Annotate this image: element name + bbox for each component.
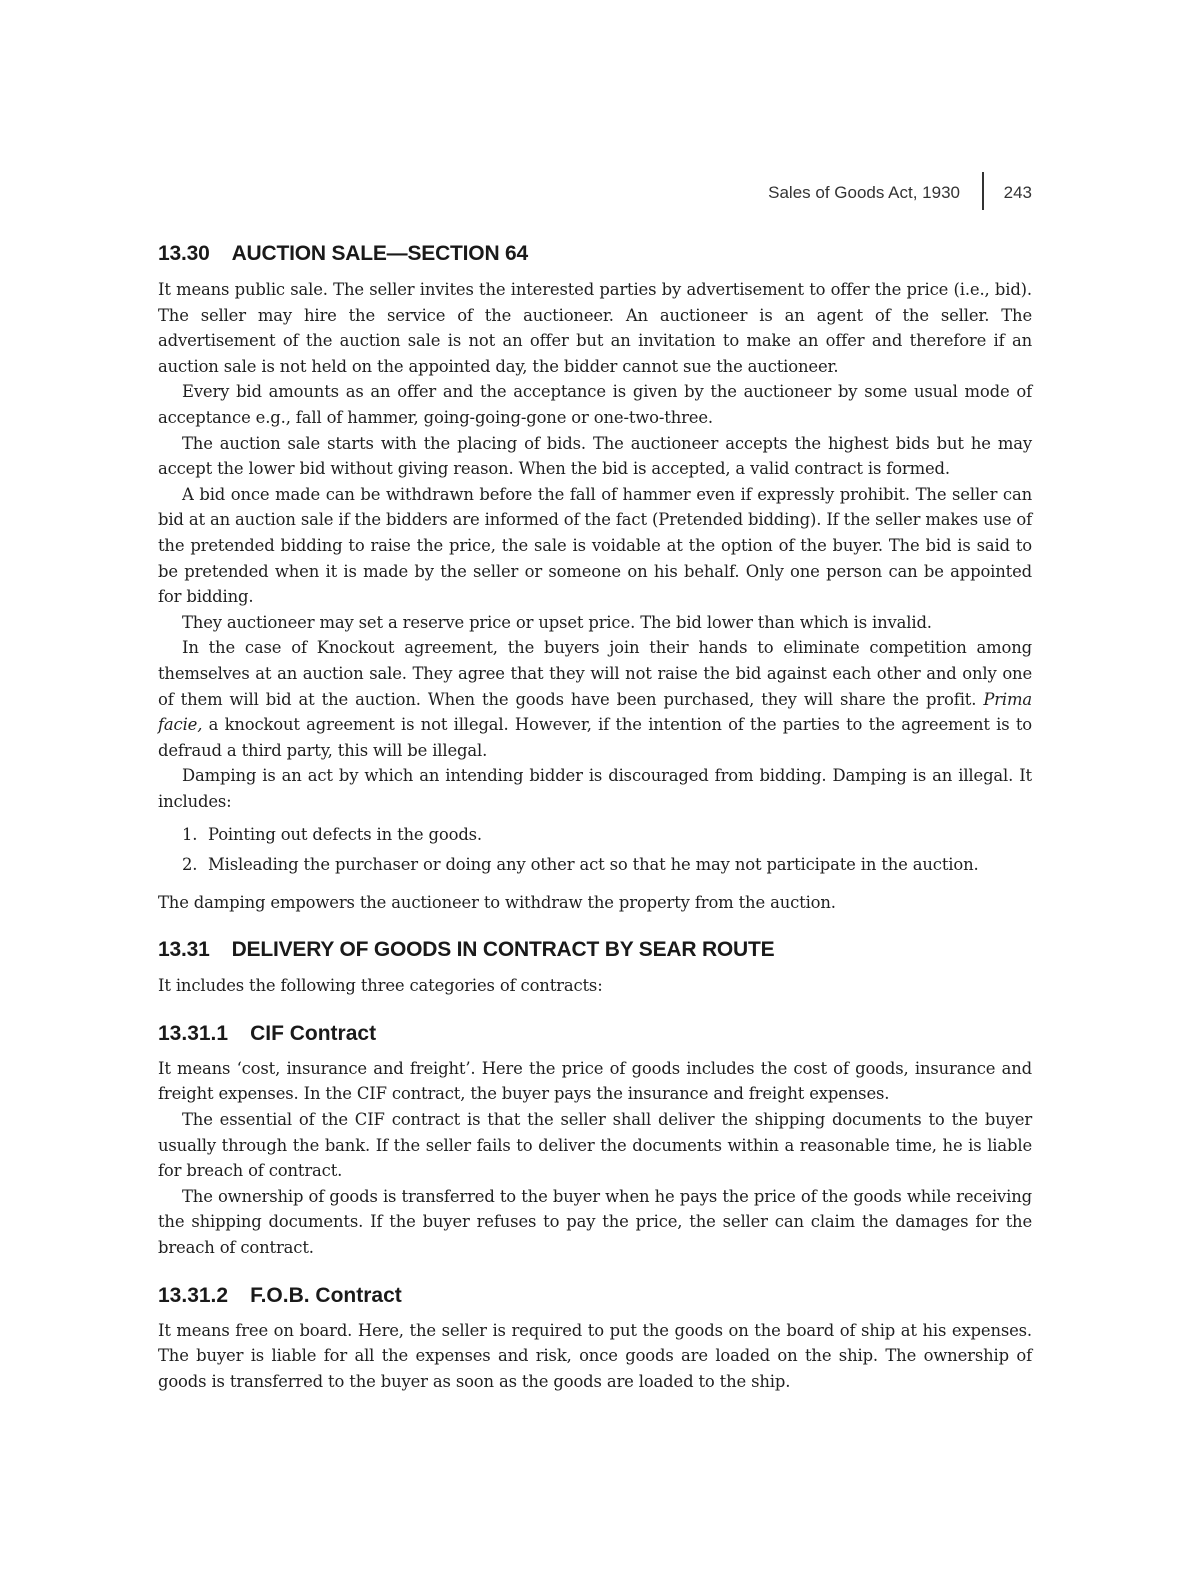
header-divider	[982, 172, 984, 210]
numbered-list	[158, 822, 1032, 877]
running-title: Sales of Goods Act, 1930	[768, 183, 960, 202]
subsection-number: 13.31.2	[158, 1283, 229, 1307]
paragraph-text: a knockout agreement is not illegal. However, if the intention of the parties to the agreement is to defraud a third party, this will be illegal.	[158, 715, 1032, 760]
section-heading-13-31	[158, 936, 1032, 964]
list-item	[158, 852, 1032, 878]
running-header	[158, 170, 1032, 214]
subsection-number: 13.31.1	[158, 1021, 229, 1045]
section-heading-13-30	[158, 240, 1032, 268]
page-body	[158, 240, 1032, 1394]
paragraph: The essential of the CIF contract is that the seller shall deliver the shipping documents to the buyer usually through the bank. If the seller fails to deliver the documents within a reasonable time, he is liable for breach of contract.	[158, 1110, 1032, 1181]
paragraph: It includes the following three categories of contracts:	[158, 976, 603, 996]
section-number: 13.31	[158, 938, 210, 962]
paragraph: The auction sale starts with the placing of bids. The auctioneer accepts the highest bids but he may accept the lower bid without giving reason. When the bid is accepted, a valid contract is formed.	[158, 433, 1032, 479]
paragraph: Damping is an act by which an intending bidder is discouraged from bidding. Damping is an illegal. It includes:	[158, 766, 1032, 811]
section-title: AUCTION SALE—SECTION 64	[231, 242, 528, 265]
list-item-number: 2.	[182, 855, 198, 875]
list-item-text: Pointing out defects in the goods.	[208, 825, 482, 845]
subsection-heading-13-31-2	[158, 1282, 1032, 1310]
paragraph-text: In the case of Knockout agreement, the buyers join their hands to eliminate competition among themselves at an auction sale. They agree that they will not raise the bid against each other and only one of them will bid at the auction. When the goods have been purchased, they will share the profit.	[158, 638, 1032, 709]
list-item-text: Misleading the purchaser or doing any other act so that he may not participate in the auction.	[208, 855, 979, 875]
paragraph: It means ‘cost, insurance and freight’. Here the price of goods includes the cost of goods, insurance and freight expenses. In the CIF contract, the buyer pays the insurance and freight expenses.	[158, 1058, 1032, 1104]
italic-term: Prima facie,	[158, 689, 1032, 735]
paragraph-knockout	[158, 635, 1032, 763]
section-number: 13.30	[158, 242, 210, 265]
page-number: 243	[1003, 183, 1032, 202]
paragraph: It means public sale. The seller invites the interested parties by advertisement to offer the price (i.e., bid). The seller may hire the service of the auctioneer. An auctioneer is an agent of the seller. The advertisement of the auction sale is not an offer but an invitation to make an offer and therefore if an auction sale is not held on the appointed day, the bidder cannot sue the auctioneer.	[158, 280, 1032, 376]
paragraph: The damping empowers the auctioneer to withdraw the property from the auction.	[158, 892, 836, 912]
list-item	[158, 822, 1032, 848]
paragraph: They auctioneer may set a reserve price or upset price. The bid lower than which is invalid.	[182, 612, 932, 632]
paragraph: The ownership of goods is transferred to the buyer when he pays the price of the goods while receiving the shipping documents. If the buyer refuses to pay the price, the seller can claim the damages for the breach of contract.	[158, 1186, 1032, 1257]
paragraph: A bid once made can be withdrawn before the fall of hammer even if expressly prohibit. The seller can bid at an auction sale if the bidders are informed of the fact (Pretended bidding). If the seller makes use of the pretended bidding to raise the price, the sale is voidable at the option of the buyer. The bid is said to be pretended when it is made by the seller or someone on his behalf. Only one person can be appointed for bidding.	[158, 484, 1032, 607]
section-title: DELIVERY OF GOODS IN CONTRACT BY SEAR ROUTE	[231, 938, 775, 962]
subsection-title: F.O.B. Contract	[250, 1283, 402, 1307]
paragraph: It means free on board. Here, the seller is required to put the goods on the board of ship at his expenses. The buyer is liable for all the expenses and risk, once goods are loaded on the ship. The ownership of goods is transferred to the buyer as soon as the goods are loaded to the ship.	[158, 1320, 1032, 1391]
paragraph: Every bid amounts as an offer and the acceptance is given by the auctioneer by some usual mode of acceptance e.g., fall of hammer, going-going-gone or one-two-three.	[158, 382, 1032, 427]
list-item-number: 1.	[182, 825, 198, 845]
subsection-title: CIF Contract	[250, 1021, 377, 1045]
subsection-heading-13-31-1	[158, 1020, 1032, 1048]
